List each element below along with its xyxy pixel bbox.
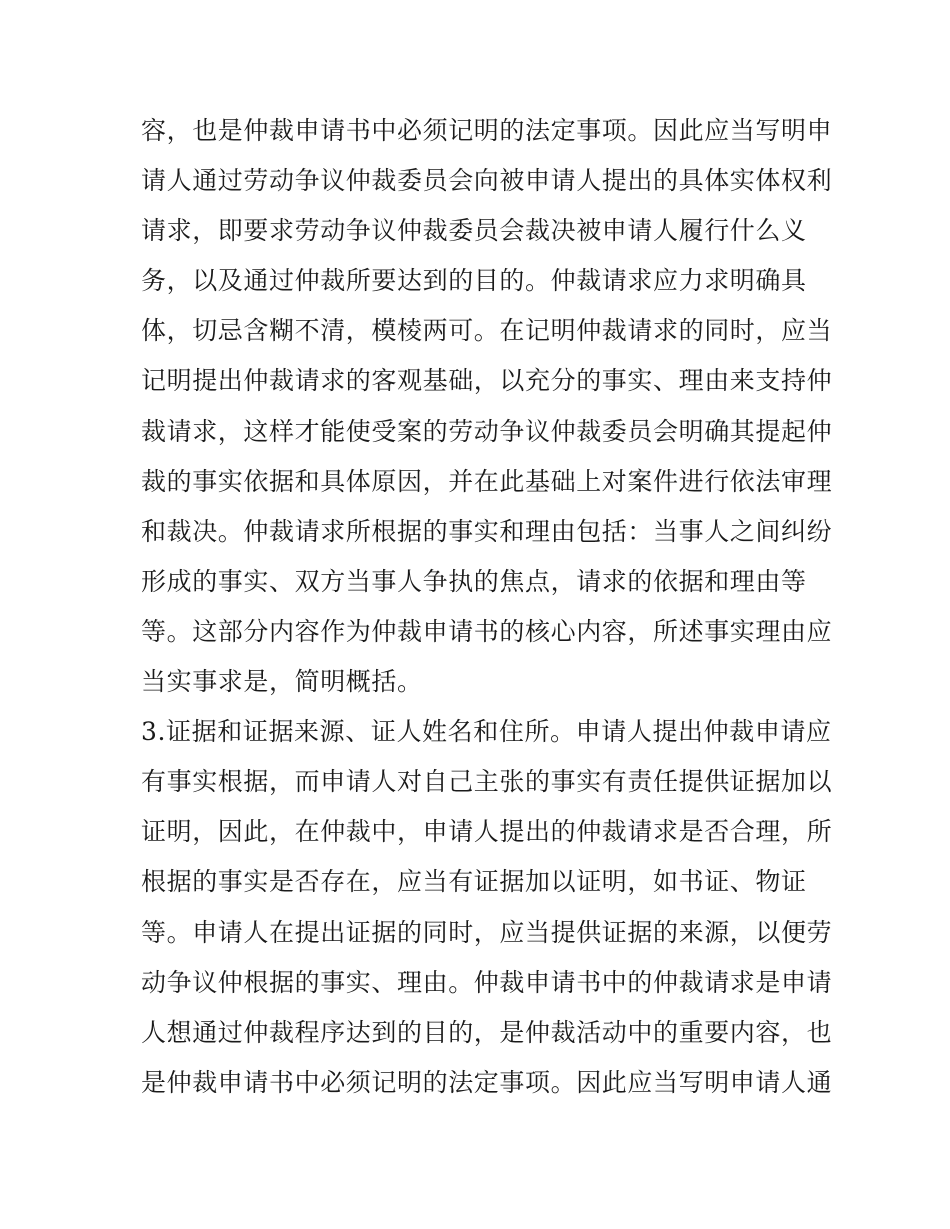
text-line: 是仲裁申请书中必须记明的法定事项。因此应当写明申请人通	[141, 1067, 833, 1097]
text-line: 等。这部分内容作为仲裁申请书的核心内容，所述事实理由应	[141, 616, 833, 646]
text-line: 容，也是仲裁申请书中必须记明的法定事项。因此应当写明申	[141, 116, 833, 145]
text-line: 根据的事实是否存在，应当有证据加以证明，如书证、物证	[141, 867, 807, 897]
text-line: 体，切忌含糊不清，模棱两可。在记明仲裁请求的同时，应当	[141, 316, 833, 346]
text-line: 裁的事实依据和具体原因，并在此基础上对案件进行依法审理	[141, 466, 833, 496]
text-line: 等。申请人在提出证据的同时，应当提供证据的来源，以便劳	[141, 917, 833, 947]
text-line: 请求，即要求劳动争议仲裁委员会裁决被申请人履行什么义	[141, 216, 807, 246]
text-line: 人想通过仲裁程序达到的目的，是仲裁活动中的重要内容，也	[141, 1017, 833, 1047]
text-line: 和裁决。仲裁请求所根据的事实和理由包括：当事人之间纠纷	[141, 516, 833, 546]
text-line: 有事实根据，而申请人对自己主张的事实有责任提供证据加以	[141, 767, 833, 797]
text-line: 形成的事实、双方当事人争执的焦点，请求的依据和理由等	[141, 566, 807, 596]
text-line: 务，以及通过仲裁所要达到的目的。仲裁请求应力求明确具	[141, 266, 807, 296]
text-line: 证明，因此，在仲裁中，申请人提出的仲裁请求是否合理，所	[141, 817, 833, 847]
text-line: 记明提出仲裁请求的客观基础，以充分的事实、理由来支持仲	[141, 366, 833, 396]
text-line: 请人通过劳动争议仲裁委员会向被申请人提出的具体实体权利	[141, 166, 833, 196]
text-line: 裁请求，这样才能使受案的劳动争议仲裁委员会明确其提起仲	[141, 416, 833, 446]
section-heading-line: 3.证据和证据来源、证人姓名和住所。申请人提出仲裁申请应	[141, 717, 832, 747]
text-line: 当实事求是，简明概括。	[141, 667, 423, 697]
text-line: 动争议仲根据的事实、理由。仲裁申请书中的仲裁请求是申请	[141, 967, 833, 997]
body-text	[141, 106, 833, 1108]
